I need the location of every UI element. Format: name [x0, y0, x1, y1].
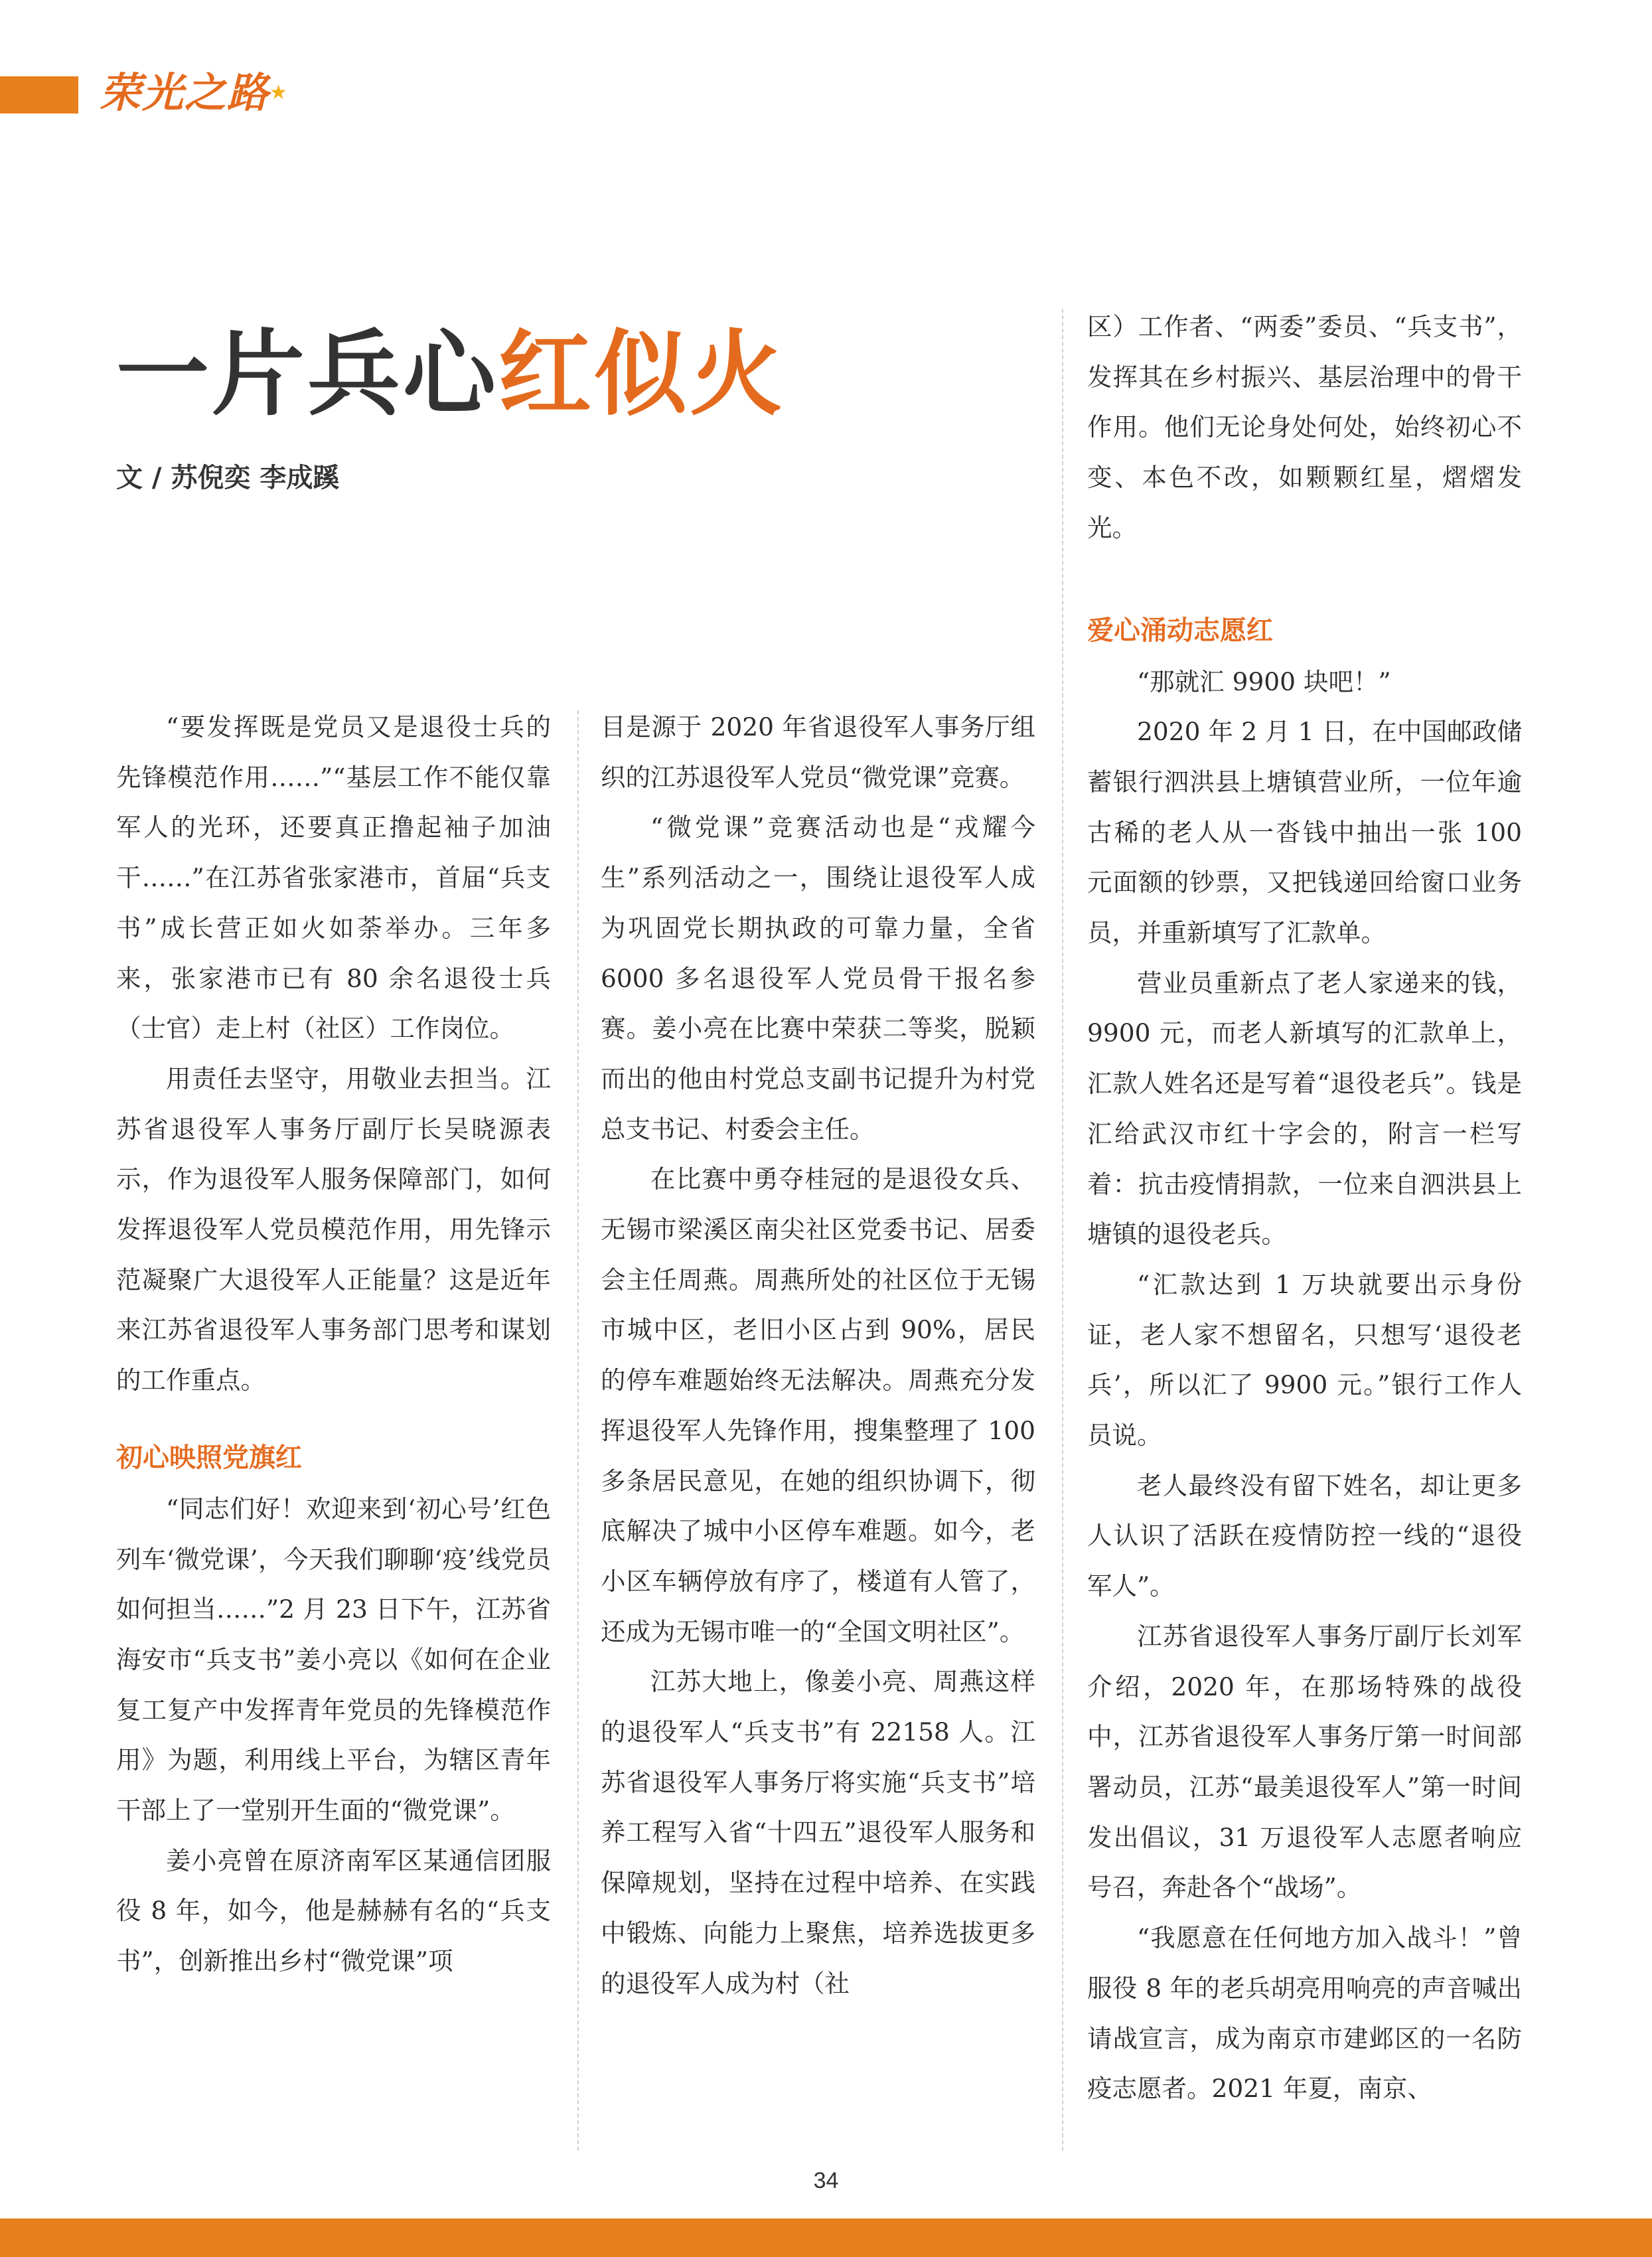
title-accent: 红似火	[498, 321, 786, 429]
paragraph: 2020 年 2 月 1 日，在中国邮政储蓄银行泗洪县上塘镇营业所，一位年逾古稀的老人从一沓钱中抽出一张 100 元面额的钞票，又把钱递回给窗口业务员，并重新填写了汇款单。	[1087, 717, 1522, 948]
paragraph: 营业员重新点了老人家递来的钱，9900 元，而老人新填写的汇款单上，汇款人姓名还是写着“退役老兵”。钱是汇给武汉市红十字会的，附言一栏写着：抗击疫情捐款，一位来自泗洪县上塘镇的退役老兵。	[1087, 968, 1522, 1249]
byline: 文 / 苏倪奕 李成蹊	[116, 463, 340, 493]
column-divider	[577, 710, 579, 2151]
section-heading: 初心映照党旗红	[116, 1442, 302, 1473]
paragraph: “同志们好！欢迎来到‘初心号’红色列车‘微党课’，今天我们聊聊‘疫’线党员如何担当……”2 月 23 日下午，江苏省海安市“兵支书”姜小亮以《如何在企业复工复产中发挥青年党员的先锋模范作用》为题，利用线上平台，为辖区青年干部上了一堂别开生面的“微党课”。	[116, 1494, 551, 1826]
paragraph: 区）工作者、“两委”委员、“兵支书”，发挥其在乡村振兴、基层治理中的骨干作用。他们无论身处何处，始终初心不变、本色不改，如颗颗红星，熠熠发光。	[1087, 312, 1522, 542]
paragraph: “微党课”竞赛活动也是“戎耀今生”系列活动之一，围绕让退役军人成为巩固党长期执政的可靠力量，全省 6000 多名退役军人党员骨干报名参赛。姜小亮在比赛中荣获二等奖，脱颖而出的他由村党总支副书记提升为村党总支书记、村委会主任。	[601, 813, 1035, 1144]
paragraph: “汇款达到 1 万块就要出示身份证，老人家不想留名，只想写‘退役老兵’，所以汇了 9900 元。”银行工作人员说。	[1087, 1269, 1522, 1450]
article-title	[116, 315, 785, 435]
text-column-3	[1087, 302, 1522, 2114]
paragraph: 在比赛中勇夺桂冠的是退役女兵、无锡市梁溪区南尖社区党委书记、居委会主任周燕。周燕所处的社区位于无锡市城中区，老旧小区占到 90%，居民的停车难题始终无法解决。周燕充分发挥退役军人先锋作用，搜集整理了 100 多条居民意见，在她的组织协调下，彻底解决了城中小区停车难题。如今，老小区车辆停放有序了，楼道有人管了，还成为无锡市唯一的“全国文明社区”。	[601, 1164, 1035, 1646]
paragraph: 用责任去坚守，用敬业去担当。江苏省退役军人事务厅副厅长吴晓源表示，作为退役军人服务保障部门，如何发挥退役军人党员模范作用，用先锋示范凝聚广大退役军人正能量？这是近年来江苏省退役军人事务部门思考和谋划的工作重点。	[116, 1063, 551, 1395]
section-logo-text: 荣光之路	[100, 68, 270, 117]
header-accent-bar	[0, 76, 78, 114]
paragraph: “那就汇 9900 块吧！”	[1137, 666, 1391, 696]
section-logo	[100, 66, 289, 119]
title-main: 一片兵心	[116, 321, 499, 429]
star-icon: ★	[269, 81, 289, 104]
column-divider	[1062, 309, 1063, 2151]
text-column-2	[601, 702, 1035, 2009]
paragraph: 江苏大地上，像姜小亮、周燕这样的退役军人“兵支书”有 22158 人。江苏省退役军人事务厅将实施“兵支书”培养工程写入省“十四五”退役军人服务和保障规划，坚持在过程中培养、在实践中锻炼、向能力上聚焦，培养选拔更多的退役军人成为村（社	[601, 1667, 1035, 1998]
paragraph: 目是源于 2020 年省退役军人事务厅组织的江苏退役军人党员“微党课”竞赛。	[601, 712, 1035, 792]
paragraph: 江苏省退役军人事务厅副厅长刘军介绍，2020 年，在那场特殊的战役中，江苏省退役军人事务厅第一时间部署动员，江苏“最美退役军人”第一时间发出倡议，31 万退役军人志愿者响应号召，奔赴各个“战场”。	[1087, 1621, 1522, 1903]
paragraph: “我愿意在任何地方加入战斗！”曾服役 8 年的老兵胡亮用响亮的声音喊出请战宣言，成为南京市建邺区的一名防疫志愿者。2021 年夏，南京、	[1087, 1923, 1522, 2104]
footer-accent-bar	[0, 2218, 1652, 2257]
paragraph: 老人最终没有留下姓名，却让更多人认识了活跃在疫情防控一线的“退役军人”。	[1087, 1470, 1522, 1601]
page-number: 34	[813, 2168, 839, 2193]
paragraph: 姜小亮曾在原济南军区某通信团服役 8 年，如今，他是赫赫有名的“兵支书”，创新推出乡村“微党课”项	[116, 1845, 551, 1976]
section-spacer	[1087, 554, 1522, 579]
text-column-1	[116, 702, 551, 1987]
paragraph: “要发挥既是党员又是退役士兵的先锋模范作用……”“基层工作不能仅靠军人的光环，还要真正撸起袖子加油干……”在江苏省张家港市，首届“兵支书”成长营正如火如荼举办。三年多来，张家港市已有 80 余名退役士兵（士官）走上村（社区）工作岗位。	[116, 712, 551, 1044]
section-heading: 爱心涌动志愿红	[1087, 615, 1273, 646]
